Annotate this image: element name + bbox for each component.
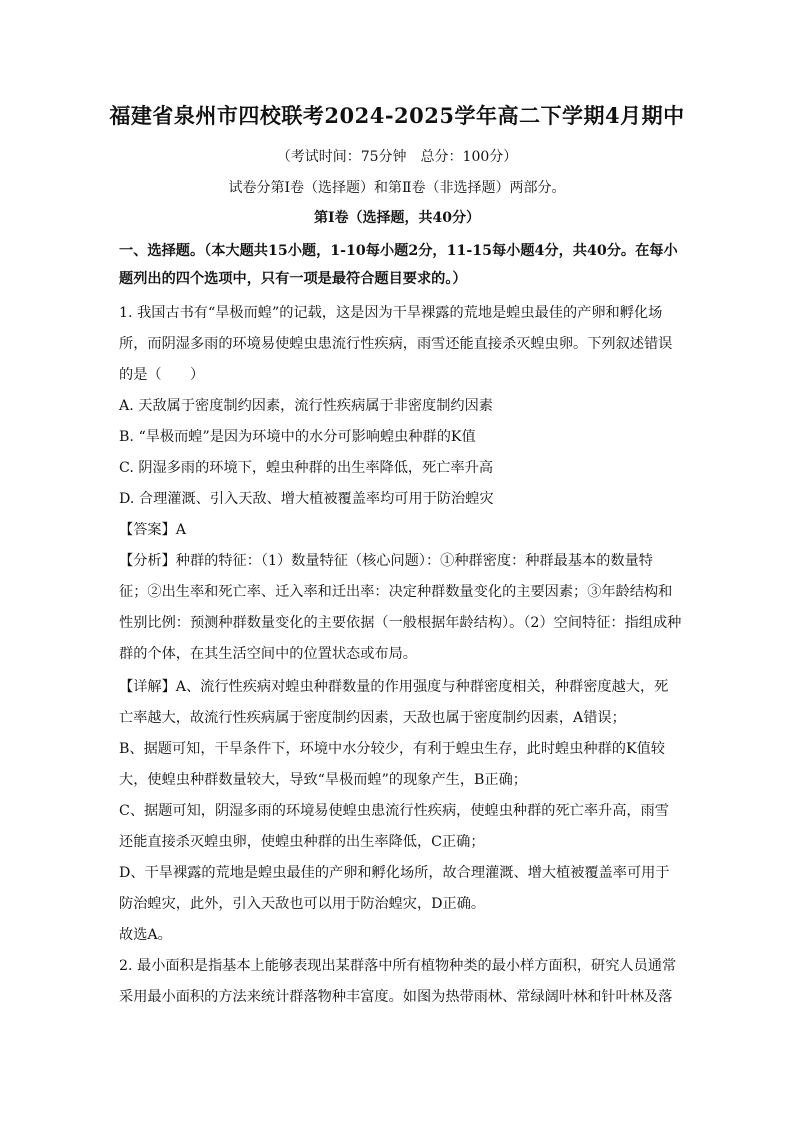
structure-note: 试卷分第Ⅰ卷（选择题）和第Ⅱ卷（非选择题）两部分。 (228, 180, 566, 196)
answer-line: 【答案】A (119, 522, 186, 538)
detail-line: 【详解】A、流行性疾病对蝗虫种群数量的作用强度与种群密度相关，种群密度越大，死 (119, 679, 669, 695)
analysis-line: 【分析】种群的特征：（1）数量特征（核心问题）：①种群密度：种群最基本的数量特 (119, 553, 653, 569)
detail-line: 还能直接杀灭蝗虫卵，使蝗虫种群的出生率降低，C正确； (119, 834, 485, 850)
section-instructions-line: 一、选择题。（本大题共15小题，1-10每小题2分，11-15每小题4分，共40分。在每小 (119, 243, 678, 259)
analysis-line: 群的个体，在其生活空间中的位置状态或布局。 (119, 646, 417, 662)
question-stem-line: 所，而阴湿多雨的环境易使蝗虫患流行性疾病，雨雪还能直接杀灭蝗虫卵。下列叙述错误 (119, 336, 673, 352)
option-a: A. 天敌属于密度制约因素，流行性疾病属于非密度制约因素 (119, 398, 493, 414)
detail-line: 亡率越大，故流行性疾病属于密度制约因素，天敌也属于密度制约因素，A错误； (119, 710, 626, 726)
question-stem-line: 2. 最小面积是指基本上能够表现出某群落中所有植物种类的最小样方面积，研究人员通常 (119, 958, 677, 974)
part1-heading: 第Ⅰ卷（选择题，共40分） (313, 210, 481, 226)
option-b: B. “旱极而蝗”是因为环境中的水分可影响蝗虫种群的K值 (119, 429, 476, 445)
detail-line: 防治蝗灾，此外，引入天敌也可以用于防治蝗灾，D正确。 (119, 896, 486, 912)
option-c: C. 阴湿多雨的环境下，蝗虫种群的出生率降低，死亡率升高 (119, 460, 494, 476)
detail-line: 大，使蝗虫种群数量较大，导致“旱极而蝗”的现象产生，B正确； (119, 772, 527, 788)
option-d: D. 合理灌溉、引入天敌、增大植被覆盖率均可用于防治蝗灾 (119, 491, 494, 507)
analysis-line: 征；②出生率和死亡率、迁入率和迁出率：决定种群数量变化的主要因素；③年龄结构和 (119, 584, 673, 600)
detail-conclusion: 故选A。 (119, 927, 172, 943)
question-stem-line: 的是（ ） (119, 367, 205, 383)
analysis-line: 性别比例：预测种群数量变化的主要依据（一般根据年龄结构）。（2）空间特征：指组成种 (119, 615, 682, 631)
section-instructions-line: 题列出的四个选项中，只有一项是最符合题目要求的。） (119, 271, 467, 287)
detail-line: D、干旱裸露的荒地是蝗虫最佳的产卵和孵化场所，故合理灌溉、增大植被覆盖率可用于 (119, 865, 670, 881)
question-stem-line: 采用最小面积的方法来统计群落物种丰富度。如图为热带雨林、常绿阔叶林和针叶林及落 (119, 989, 673, 1005)
detail-line: C、据题可知，阴湿多雨的环境易使蝗虫患流行性疾病，使蝗虫种群的死亡率升高，雨雪 (119, 803, 669, 819)
page-title: 福建省泉州市四校联考2024-2025学年高二下学期4月期中 (109, 103, 685, 128)
detail-line: B、据题可知，干旱条件下，环境中水分较少，有利于蝗虫生存，此时蝗虫种群的K值较 (119, 741, 665, 757)
question-stem-line: 1. 我国古书有“旱极而蝗”的记载，这是因为干旱裸露的荒地是蝗虫最佳的产卵和孵化场 (119, 305, 663, 321)
exam-info: （考试时间：75分钟 总分：100分） (276, 149, 518, 165)
